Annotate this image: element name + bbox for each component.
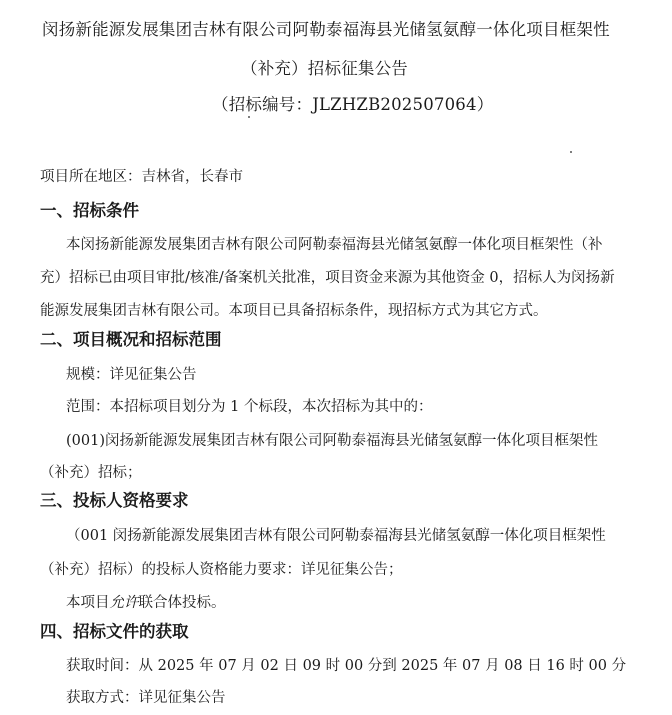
- project-scope: 范围：本招标项目划分为 1 个标段，本次招标为其中的：: [66, 399, 433, 415]
- lot-line-1: (001)闵扬新能源发展集团吉林有限公司阿勒泰福海县光储氢氨醇一体化项目框架性: [66, 433, 598, 449]
- scan-speck: [248, 116, 250, 118]
- title-line-2: （补充）招标征集公告: [241, 59, 408, 78]
- section-3-heading: 三、投标人资格要求: [40, 491, 189, 510]
- project-region: 项目所在地区：吉林省，长春市: [40, 169, 243, 185]
- acquisition-time: 获取时间：从 2025 年 07 月 02 日 09 时 00 分到 2025 年 07 月 08 日 16 时 00 分: [66, 658, 627, 674]
- section-1-heading: 一、招标条件: [40, 201, 139, 220]
- consortium-suffix: 联合体投标。: [138, 595, 226, 611]
- bid-number: （招标编号：JLZHZB202507064）: [212, 95, 494, 114]
- section-4-heading: 四、招标文件的获取: [40, 622, 189, 641]
- section-1-line-1: 本闵扬新能源发展集团吉林有限公司阿勒泰福海县光储氢氨醇一体化项目框架性（补: [66, 237, 603, 253]
- acquisition-method: 获取方式：详见征集公告: [66, 690, 226, 706]
- lot-line-2: （补充）招标；: [40, 465, 142, 481]
- qualification-line-2: （补充）招标）的投标人资格能力要求：详见征集公告；: [40, 562, 403, 578]
- qualification-line-1: （001 闵扬新能源发展集团吉林有限公司阿勒泰福海县光储氢氨醇一体化项目框架性: [66, 528, 606, 544]
- scan-speck: [570, 151, 572, 153]
- title-line-1: 闵扬新能源发展集团吉林有限公司阿勒泰福海县光储氢氨醇一体化项目框架性: [42, 20, 610, 39]
- consortium-statement: [66, 593, 226, 613]
- section-1-line-3: 能源发展集团吉林有限公司。本项目已具备招标条件，现招标方式为其它方式。: [40, 303, 548, 319]
- project-scale: 规模：详见征集公告: [66, 367, 197, 383]
- consortium-allowed: 允许: [109, 595, 139, 611]
- section-2-heading: 二、项目概况和招标范围: [40, 330, 222, 349]
- section-1-line-2: 充）招标已由项目审批/核准/备案机关批准，项目资金来源为其他资金 0，招标人为闵扬新: [40, 270, 615, 286]
- consortium-prefix: 本项目: [66, 595, 110, 611]
